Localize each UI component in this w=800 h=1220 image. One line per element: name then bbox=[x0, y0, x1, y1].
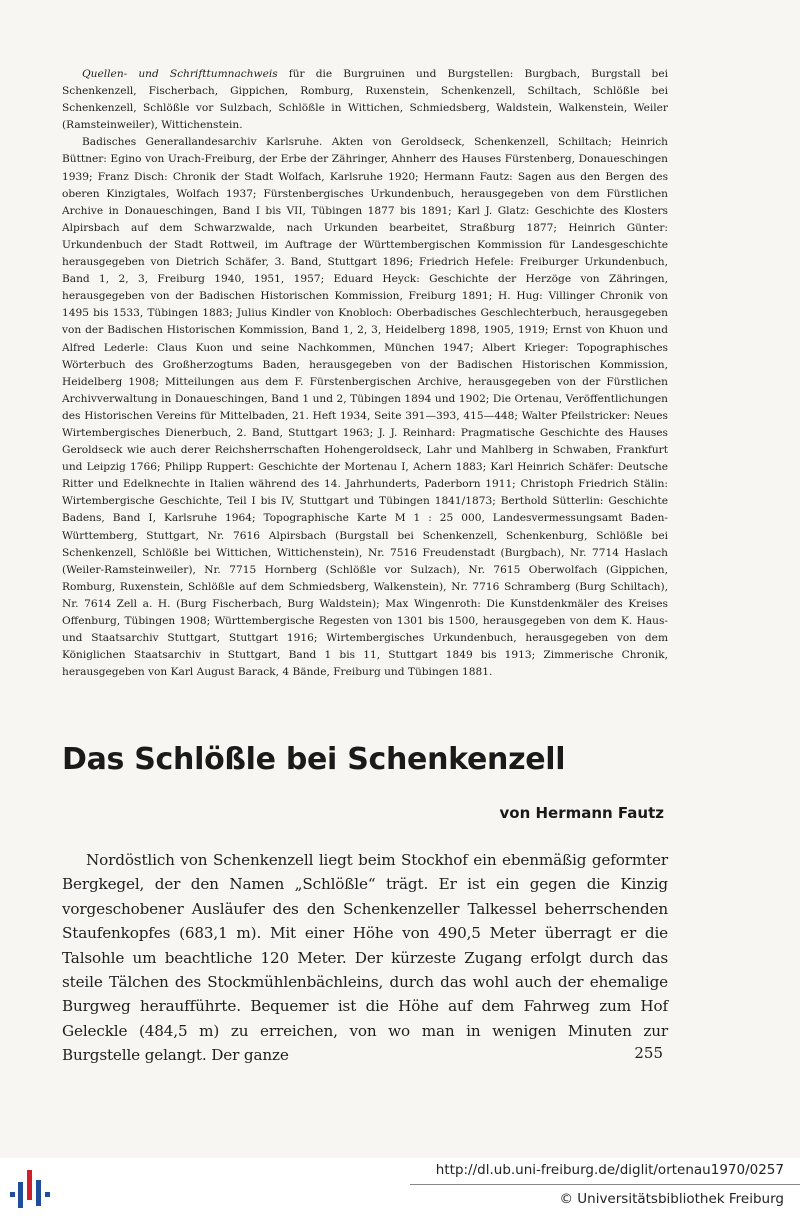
footer-copyright: © Universitätsbibliothek Freiburg bbox=[559, 1191, 784, 1207]
page-number: 255 bbox=[634, 1044, 663, 1062]
sources-section bbox=[62, 66, 668, 681]
footer bbox=[0, 1158, 800, 1220]
article-author: von Hermann Fautz bbox=[499, 804, 664, 822]
article-body: Nordöstlich von Schenkenzell liegt beim Stockhof ein ebenmäßig geformter Bergkegel, der den Namen „Schlößle“ trägt. Er ist ein gegen die Kinzig vorgeschobener Ausläufer des den Schenkenzeller Talkessel beherrschenden Staufenkopfes (683,1 m). Mit einer Höhe von 490,5 Meter überragt er die Talsohle um beachtliche 120 Meter. Der kürzeste Zugang erfolgt durch das steile Tälchen des Stockmühlenbächleins, durch das wohl auch der ehemalige Burgweg heraufführte. Bequemer ist die Höhe auf dem Fahrweg zum Hof Geleckle (484,5 m) zu erreichen, von wo man in wenigen Minuten zur Burgstelle gelangt. Der ganze bbox=[62, 851, 668, 1065]
sources-paragraph-1-text: für die Burgruinen und Burgstellen: Burgbach, Burgstall bei Schenkenzell, Fischerbach, Gippichen, Romburg, Ruxenstein, Schenkenzell, Schiltach, Schlößle bei Schenkenzell, Schlößle vor Sulzbach, Schlößle in Wittichen, Schmiedsberg, Waldstein, Walkenstein, Weiler (Ramsteinweiler), Wittichenstein. bbox=[62, 68, 669, 132]
ub-freiburg-logo-icon bbox=[8, 1166, 52, 1212]
sources-paragraph-2: Badisches Generallandesarchiv Karlsruhe. Akten von Geroldseck, Schenkenzell, Schiltach; Heinrich Büttner: Egino von Urach-Freiburg, der Erbe der Zähringer, Ahnherr des Hauses Fürstenberg, Donaueschingen 1939; Franz Disch: Chronik der Stadt Wolfach, Karlsruhe 1920; Hermann Fautz: Sagen aus den Bergen des oberen Kinzigtales, Wolfach 1937; Fürstenbergisches Urkundenbuch, herausgegeben von dem Fürstlichen Archive in Donaueschingen, Band I bis VII, Tübingen 1877 bis 1891; Karl J. Glatz: Geschichte des Klosters Alpirsbach auf dem Schwarzwalde, nach Urkunden bearbeitet, Straßburg 1877; Heinrich Günter: Urkundenbuch der Stadt Rottweil, im Auftrage der Württembergischen Kommission für Landesgeschichte herausgegeben von Dietrich Schäfer, 3. Band, Stuttgart 1896; Friedrich Hefele: Freiburger Urkundenbuch, Band 1, 2, 3, Freiburg 1940, 1951, 1957; Eduard Heyck: Geschichte der Herzöge von Zähringen, herausgegeben von der Badischen Historischen Kommission, Freiburg 1891; H. Hug: Villinger Chronik von 1495 bis 1533, Tübingen 1883; Julius Kindler von Knobloch: Oberbadisches Geschlechterbuch, herausgegeben von der Badischen Historischen Kommission, Band 1, 2, 3, Heidelberg 1898, 1905, 1919; Ernst von Khuon und Alfred Lederle: Claus Kuon und seine Nachkommen, München 1947; Albert Krieger: Topographisches Wörterbuch des Großherzogtums Baden, herausgegeben von der Badischen Historischen Kommission, Heidelberg 1908; Mitteilungen aus dem F. Fürstenbergischen Archive, herausgegeben von der Fürstlichen Archivverwaltung in Donaueschingen, Band 1 und 2, Tübingen 1894 und 1902; Die Ortenau, Veröffentlichungen des Historischen Vereins für Mittelbaden, 21. Heft 1934, Seite 391—393, 415—448; Walter Pfeilstricker: Neues Wirtembergisches Dienerbuch, 2. Band, Stuttgart 1963; J. J. Reinhard: Pragmatische Geschichte des Hauses Geroldseck wie auch derer Reichsherrschaften Hohengeroldseck, Lahr und Mahlberg in Schwaben, Frankfurt und Leipzig 1766; Philipp Ruppert: Geschichte der Mortenau I, Achern 1883; Karl Heinrich Schäfer: Deutsche Ritter und Edelknechte in Italien während des 14. Jahrhunderts, Paderborn 1911; Christoph Friedrich Stälin: Wirtembergische Geschichte, Teil I bis IV, Stuttgart und Tübingen 1841/1873; Berthold Sütterlin: Geschichte Badens, Band I, Karlsruhe 1964; Topographische Karte M 1 : 25 000, Landesvermessungsamt Baden-Württemberg, Stuttgart, Nr. 7616 Alpirsbach (Burgstall bei Schenkenzell, Schenkenburg, Schlößle bei Schenkenzell, Schlößle bei Wittichen, Wittichenstein), Nr. 7516 Freudenstadt (Burgbach), Nr. 7714 Haslach (Weiler-Ramsteinweiler), Nr. 7715 Hornberg (Schlößle vor Sulzach), Nr. 7615 Oberwolfach (Gippichen, Romburg, Ruxenstein, Schlößle auf dem Schmiedsberg, Walkenstein), Nr. 7716 Schramberg (Burg Schiltach), Nr. 7614 Zell a. H. (Burg Fischerbach, Burg Waldstein); Max Wingenroth: Die Kunstdenkmäler des Kreises Offenburg, Tübingen 1908; Württembergische Regesten von 1301 bis 1500, herausgegeben von dem K. Haus- und Staatsarchiv Stuttgart, Stuttgart 1916; Wirtembergisches Urkundenbuch, herausgegeben von dem Königlichen Staatsarchiv in Stuttgart, Band 1 bis 11, Stuttgart 1849 bis 1913; Zimmerische Chronik, herausgegeben von Karl August Barack, 4 Bände, Freiburg und Tübingen 1881. bbox=[62, 136, 668, 679]
article-title: Das Schlößle bei Schenkenzell bbox=[62, 742, 566, 777]
footer-divider bbox=[410, 1184, 800, 1185]
footer-url-link[interactable]: http://dl.ub.uni-freiburg.de/diglit/ortenau1970/0257 bbox=[435, 1162, 784, 1178]
sources-paragraph-1 bbox=[62, 66, 668, 134]
sources-label: Quellen- und Schrifttumnachweis bbox=[82, 68, 278, 80]
